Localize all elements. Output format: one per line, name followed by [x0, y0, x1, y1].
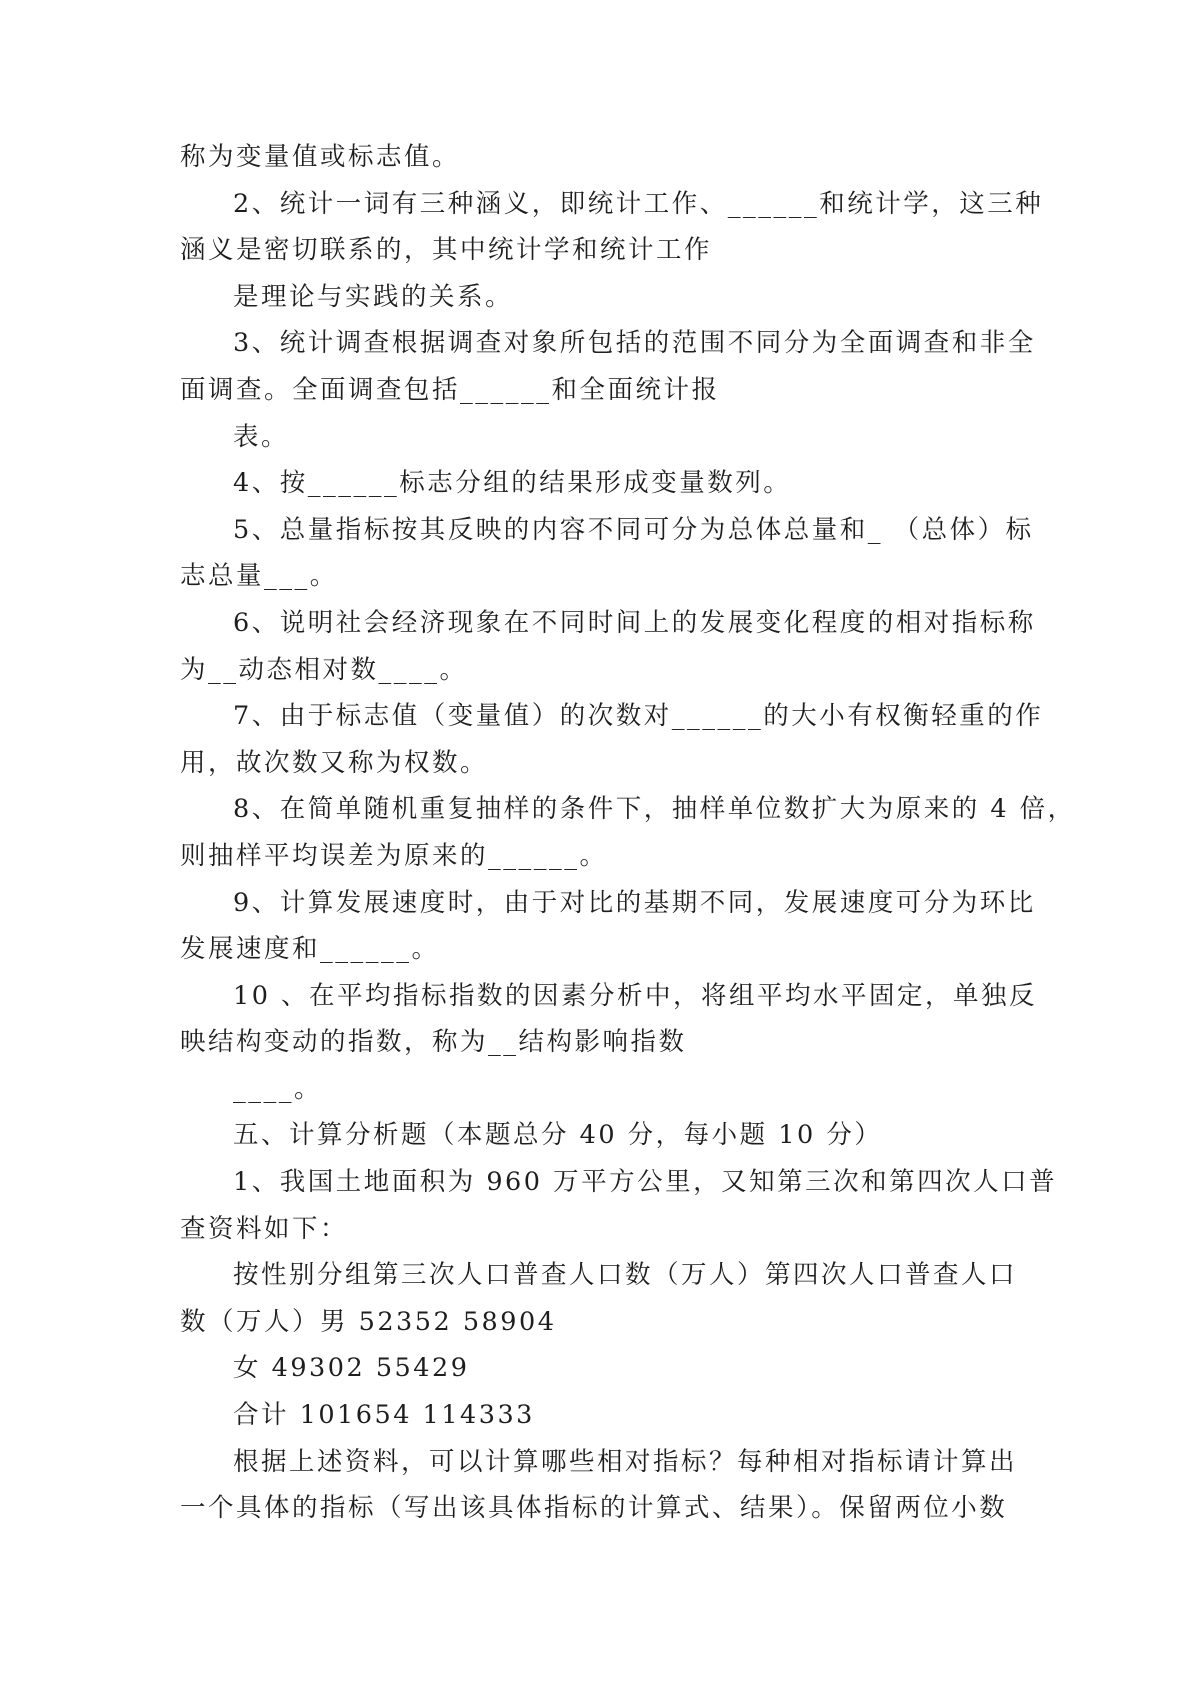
text-line: 合计 101654 114333: [233, 1400, 535, 1431]
text-line: 用，故次数又称为权数。: [180, 747, 489, 778]
text-line: 一个具体的指标（写出该具体指标的计算式、结果）。保留两位小数: [180, 1493, 1008, 1524]
text-line: 10 、在平均指标指数的因素分析中，将组平均水平固定，单独反: [233, 980, 1038, 1011]
text-line: 2、统计一词有三种涵义，即统计工作、______和统计学，这三种: [233, 188, 1044, 219]
text-line: 3、统计调查根据调查对象所包括的范围不同分为全面调查和非全: [233, 328, 1036, 359]
text-line: 1、我国土地面积为 960 万平方公里，又知第三次和第四次人口普: [233, 1167, 1058, 1198]
text-line: 根据上述资料，可以计算哪些相对指标？每种相对指标请计算出: [233, 1446, 1018, 1477]
text-line: 5、总量指标按其反映的内容不同可分为总体总量和_ （总体）标: [233, 514, 1034, 545]
text-line: 按性别分组第三次人口普查人口数（万人）第四次人口普查人口: [233, 1260, 1018, 1291]
text-line: 9、计算发展速度时，由于对比的基期不同，发展速度可分为环比: [233, 887, 1036, 918]
text-line: 面调查。全面调查包括______和全面统计报: [180, 374, 720, 405]
text-line: 志总量___。: [180, 561, 338, 592]
text-line: 7、由于标志值（变量值）的次数对______的大小有权衡轻重的作: [233, 701, 1044, 732]
text-line: 8、在简单随机重复抽样的条件下，抽样单位数扩大为原来的 4 倍，: [233, 794, 1076, 825]
text-line: 女 49302 55429: [233, 1353, 470, 1384]
text-line: 为__动态相对数____。: [180, 654, 468, 685]
text-line: 涵义是密切联系的，其中统计学和统计工作: [180, 235, 713, 266]
section-heading: 五、计算分析题（本题总分 40 分，每小题 10 分）: [233, 1120, 883, 1151]
text-line: 查资料如下：: [180, 1213, 349, 1244]
text-line: 4、按______标志分组的结果形成变量数列。: [233, 468, 792, 499]
text-line: 称为变量值或标志值。: [180, 142, 461, 172]
text-line: 发展速度和______。: [180, 934, 440, 965]
text-line: 映结构变动的指数，称为__结构影响指数: [180, 1027, 687, 1058]
document-body: [180, 134, 1076, 1532]
text-line: 表。: [233, 421, 290, 452]
text-line: 6、说明社会经济现象在不同时间上的发展变化程度的相对指标称: [233, 607, 1036, 638]
text-line: ____。: [233, 1073, 323, 1104]
text-line: 则抽样平均误差为原来的______。: [180, 840, 608, 871]
text-line: 数（万人）男 52352 58904: [180, 1306, 557, 1337]
text-line: 是理论与实践的关系。: [233, 281, 514, 312]
